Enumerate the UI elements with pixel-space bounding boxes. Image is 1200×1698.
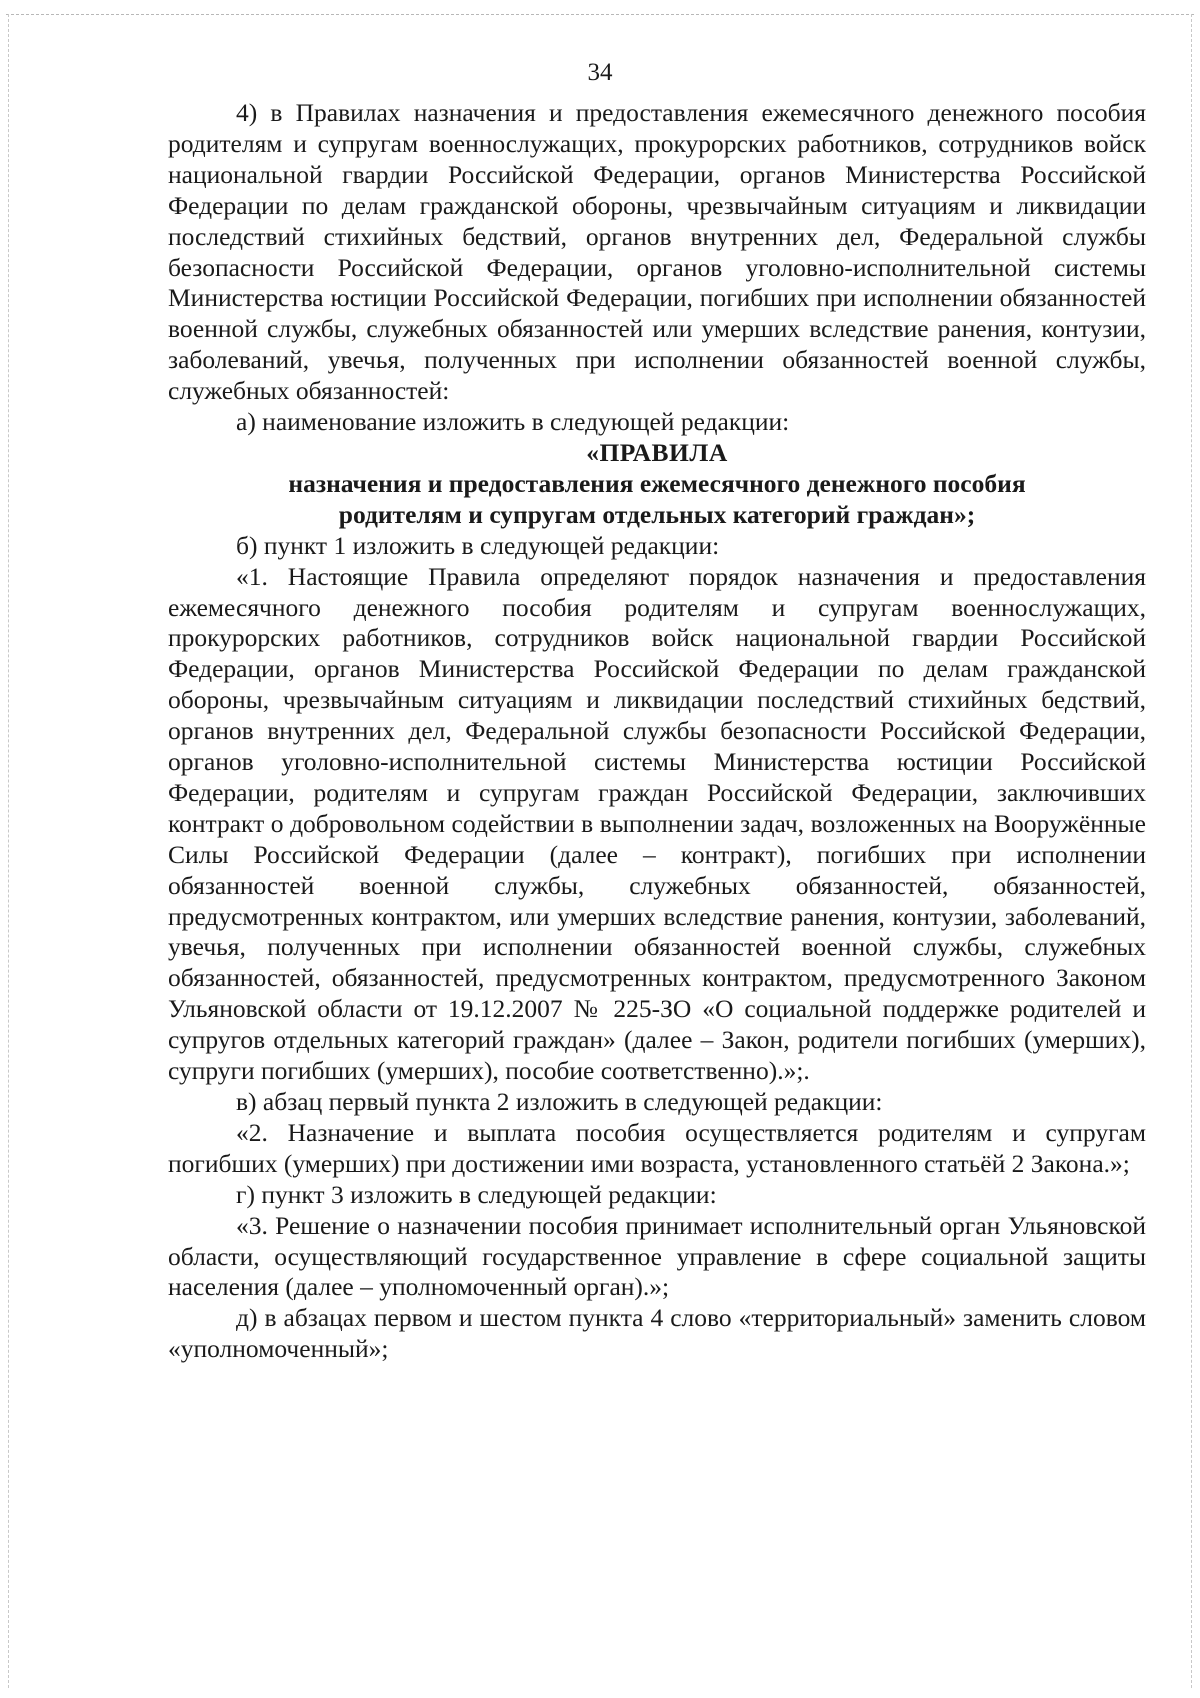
rules-subtitle: назначения и предоставления ежемесячного денежного пособия родителям и супругам отдельных категорий граждан»;	[288, 468, 1026, 529]
paragraph-clause-1: «1. Настоящие Правила определяют порядок назначения и предоставления ежемесячного денежного пособия родителям и супругам военнослужащих, прокурорских работников, сотрудников войск национальной гвардии Российской Федерации, органов Министерства Российской Федерации по делам гражданской обороны, чрезвычайным ситуациям и ликвидации последствий стихийных бедствий, органов внутренних дел, Федеральной службы безопасности Российской Федерации, органов уголовно-исполнительной системы Министерства юстиции Российской Федерации, родителям и супругам граждан Российской Федерации, заключивших контракт о добровольном содействии в выполнении задач, возложенных на Вооружённые Силы Российской Федерации (далее – контракт), погибших при исполнении обязанностей военной службы, служебных обязанностей, обязанностей, предусмотренных контрактом, или умерших вследствие ранения, контузии, заболеваний, увечья, полученных при исполнении обязанностей военной службы, служебных обязанностей, обязанностей, предусмотренных контрактом, предусмотренного Законом Ульяновской области от 19.12.2007 № 225-ЗО «О социальной поддержке родителей и супругов отдельных категорий граждан» (далее – Закон, родители погибших (умерших), супруги погибших (умерших), пособие соответственно).»;.	[168, 561, 1146, 1086]
paragraph-clause-2: «2. Назначение и выплата пособия осуществляется родителям и супругам погибших (умерших) при достижении ими возраста, установленного статьёй 2 Закона.»;	[168, 1117, 1146, 1178]
paragraph-subitem-g: г) пункт 3 изложить в следующей редакции:	[236, 1179, 717, 1209]
paragraph-item-4: 4) в Правилах назначения и предоставления ежемесячного денежного пособия родителям и супругам военнослужащих, прокурорских работников, сотрудников войск национальной гвардии Российской Федерации, органов Министерства Российской Федерации по делам гражданской обороны, чрезвычайным ситуациям и ликвидации последствий стихийных бедствий, органов внутренних дел, Федеральной службы безопасности Российской Федерации, органов уголовно-исполнительной системы Министерства юстиции Российской Федерации, погибших при исполнении обязанностей военной службы, служебных обязанностей или умерших вследствие ранения, контузии, заболеваний, увечья, полученных при исполнении обязанностей военной службы, служебных обязанностей:	[168, 98, 1146, 406]
paragraph-subitem-b: б) пункт 1 изложить в следующей редакции:	[236, 530, 720, 560]
document-body	[168, 98, 1146, 1365]
scan-left-edge	[8, 14, 9, 1688]
paragraph-subitem-v: в) абзац первый пункта 2 изложить в следующей редакции:	[236, 1087, 883, 1116]
page-number: 34	[587, 59, 613, 86]
scan-top-edge	[6, 14, 1194, 15]
paragraph-clause-3: «3. Решение о назначении пособия принимает исполнительный орган Ульяновской области, осуществляющий государственное управление в сфере социальной защиты населения (далее – уполномоченный орган).»;	[168, 1210, 1146, 1302]
paragraph-subitem-d: д) в абзацах первом и шестом пункта 4 слово «территориальный» заменить словом «уполномоченный»;	[168, 1303, 1146, 1364]
paragraph-subitem-a: а) наименование изложить в следующей редакции:	[236, 407, 790, 437]
scan-right-edge	[1191, 14, 1192, 1688]
rules-title: «ПРАВИЛА	[586, 437, 728, 467]
